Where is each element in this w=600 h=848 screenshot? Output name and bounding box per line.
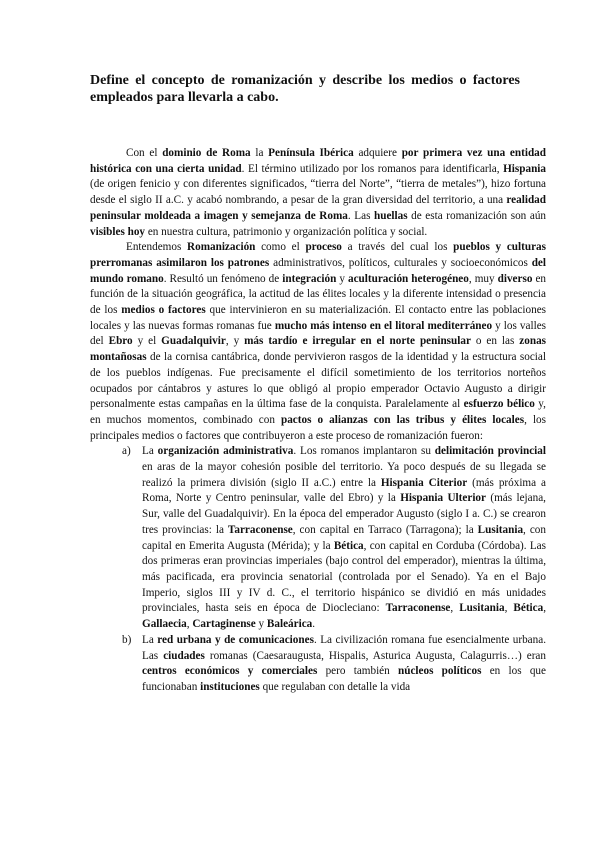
text-run: (más próxima a Roma, Norte y Centro peninsular, valle del Ebro) y la <box>142 476 546 505</box>
text-run: . La civilización romana fue esencialmente urbana. Las <box>142 633 546 662</box>
bold-text: Hispania Citerior <box>380 476 468 489</box>
bold-text: por primera vez una entidad histórica con una cierta unidad <box>90 147 546 175</box>
bold-text: pactos o alianzas con las tribus y élites locales <box>280 413 525 426</box>
text-run: , los principales medios o factores que contribuyeron a este proceso de romanización fueron: <box>90 413 547 442</box>
bold-text: instituciones <box>200 680 260 693</box>
text-run: como el <box>255 241 306 254</box>
text-run: la <box>250 147 269 159</box>
bold-text: núcleos políticos <box>398 665 482 678</box>
bold-text: organización administrativa <box>157 445 294 458</box>
text-run: , con capital en Tarraco (Tarragona); la <box>292 523 478 536</box>
bold-text: zonas montañosas <box>90 335 547 364</box>
text-run: a través del cual los <box>341 241 454 254</box>
bold-text: Tarraconense <box>227 523 293 536</box>
bold-text: Lusitania <box>459 602 505 615</box>
bold-text: realidad peninsular moldeada a imagen y semejanza de Roma <box>90 194 546 222</box>
bold-text: Hispania <box>503 162 546 175</box>
text-run: romanas (Caesaraugusta, Hispalis, Asturica Augusta, Calagurris…) eran <box>204 649 546 662</box>
text-run: y los valles del <box>90 319 547 348</box>
bold-text: proceso <box>305 241 342 254</box>
text-run: de la cornisa cantábrica, donde pervivieron rasgos de la identidad y la estructura social de los pueblos indígenas. Fue precisamente el difícil sometimiento de los territorios norteños ocupados por cántabros y astures lo que obligó al propio emperador Octavio Augusto a dirigir personalmente estas campañas en la última fase de la conquista. Paralelamente al <box>90 351 546 411</box>
bold-text: Lusitania <box>477 523 524 536</box>
text-run: , <box>450 602 460 615</box>
bold-text: huellas <box>374 209 408 222</box>
text-run: Entendemos <box>126 241 188 254</box>
bold-text: Guadalquivir <box>161 335 226 348</box>
bold-text: aculturación heterogéneo <box>347 272 469 285</box>
text-run: , <box>543 602 547 615</box>
factors-list <box>90 444 546 695</box>
text-run: , <box>186 618 193 631</box>
text-run: (de origen fenicio y con diferentes significados, “tierra del Norte”, “tierra de metales”), hizo fortuna desde el siglo II a.C. y acabó nombrando, a pesar de la gran diversidad del territorio, a una <box>90 178 546 207</box>
text-run: pero también <box>317 665 398 678</box>
text-run: que intervinieron en su materialización. El contacto entre las poblaciones locales y las nuevas formas romanas fue <box>90 304 547 332</box>
text-run: , con capital en Emerita Augusta (Mérida); y la <box>142 523 546 552</box>
list-item-text <box>142 634 546 693</box>
list-marker: b) <box>122 633 132 646</box>
text-run: . Los romanos implantaron su <box>293 445 435 458</box>
bold-text: visibles hoy <box>90 225 146 238</box>
bold-text: pueblos y culturas prerromanas asimilaron los patrones <box>90 241 546 269</box>
text-run: en aras de la mayor cohesión posible del territorio. Ya poco después de su llegada se realizó la primera división (siglo II a.C.) entre la <box>142 461 546 489</box>
bold-text: Bética <box>513 602 544 615</box>
bold-text: Ebro <box>108 335 133 348</box>
bold-text: mucho más intenso en el litoral mediterráneo <box>274 319 493 332</box>
bold-text: Gallaecia <box>142 618 187 631</box>
text-run: y <box>336 272 348 285</box>
text-run: y, en muchos momentos, combinado con <box>90 398 546 426</box>
text-run: Con el <box>126 147 163 159</box>
text-run: o en las <box>470 335 520 348</box>
text-run: , <box>504 602 514 615</box>
paragraph <box>90 146 546 240</box>
text-run: y el <box>132 335 162 348</box>
bold-text: Península Ibérica <box>268 147 354 159</box>
bold-text: esfuerzo bélico <box>463 398 535 411</box>
text-run: La <box>142 445 158 458</box>
bold-text: centros económicos y comerciales <box>142 665 318 678</box>
text-run: en función de la situación geográfica, la actitud de las élites locales y la diferente intensidad o presencia de los <box>90 272 547 317</box>
text-run: (más lejana, Sur, valle del Guadalquivir). En la época del emperador Augusto (siglo I a. C.) se crearon tres provincias: la <box>142 492 546 536</box>
bold-text: red urbana y de comunicaciones <box>157 633 314 646</box>
text-run: , y <box>225 335 245 348</box>
bold-text: Tarraconense <box>385 602 451 615</box>
list-item <box>90 633 546 696</box>
bold-text: Cartaginense <box>192 618 256 631</box>
list-marker: a) <box>122 445 131 458</box>
text-run: y <box>255 618 267 631</box>
list-item <box>90 444 546 632</box>
text-run: . Las <box>347 209 375 222</box>
text-run: administrativos, políticos, culturales y socioeconómicos <box>269 256 532 269</box>
bold-text: diverso <box>497 272 533 285</box>
text-run: de esta romanización son aún <box>407 209 547 222</box>
document-title: Define el concepto de romanización y describe los medios o factores empleados para llevarla a cabo. <box>90 73 520 105</box>
bold-text: del mundo romano <box>90 256 546 285</box>
text-run: que regulaban con detalle la vida <box>259 680 411 693</box>
bold-text: Bética <box>333 539 364 552</box>
text-run: en los que funcionaban <box>142 665 546 693</box>
text-run: adquiere <box>353 147 402 159</box>
bold-text: Baleárica <box>266 618 313 631</box>
bold-text: Hispania Ulterior <box>400 492 486 505</box>
paragraph <box>90 240 546 444</box>
text-run: . <box>312 618 316 631</box>
bold-text: integración <box>282 272 337 285</box>
text-run: . El término utilizado por los romanos para identificarla, <box>241 162 504 175</box>
text-run: , muy <box>468 272 498 285</box>
text-run: La <box>142 633 158 646</box>
text-run: . Resultó un fenómeno de <box>163 272 283 285</box>
text-run: en nuestra cultura, patrimonio y organización política y social. <box>145 225 428 238</box>
document-body <box>90 146 546 696</box>
bold-text: Romanización <box>187 241 256 254</box>
bold-text: más tardío e irregular en el norte peninsular <box>244 335 471 348</box>
bold-text: ciudades <box>163 649 205 662</box>
text-run: , con capital en Corduba (Córdoba). Las dos primeras eran provincias imperiales (bajo control del emperador), mientras la última, más pacificada, era provincia senatorial (controlada por el Senado). Ya en el Bajo Imperio, siglos III y IV d. C., el territorio hispánico se dividió en más unidades provinciales, hasta seis en época de Diocleciano: <box>142 539 546 615</box>
list-item-text <box>142 445 546 630</box>
bold-text: medios o factores <box>121 304 206 317</box>
bold-text: delimitación provincial <box>434 445 546 458</box>
bold-text: dominio de Roma <box>162 147 251 159</box>
